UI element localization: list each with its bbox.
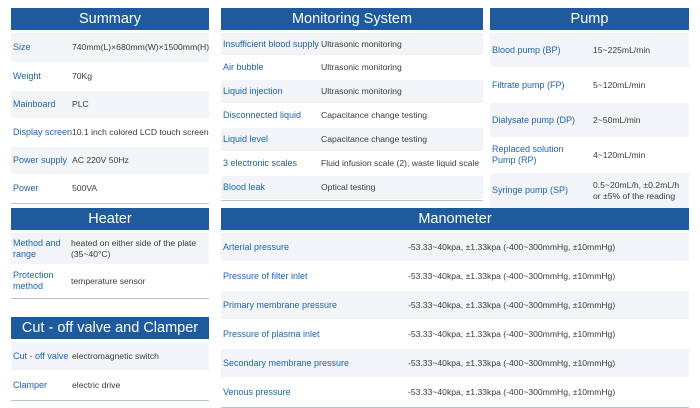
heater-label: Method and range <box>13 237 61 259</box>
manometer-value: -53.33~40kpa, ±1.33kpa (-400~300mmHg, ±10mmHg) <box>408 357 616 368</box>
summary-row-mainboard <box>11 91 209 119</box>
pump-row <box>490 103 689 138</box>
monitoring-row <box>221 176 483 200</box>
summary-row-size <box>11 33 209 63</box>
manometer-rows <box>221 233 689 408</box>
monitoring-label: Air bubble <box>223 62 264 72</box>
monitoring-panel <box>221 8 483 201</box>
pump-label: Filtrate pump (FP) <box>492 79 565 90</box>
monitoring-value: Ultrasonic monitoring <box>321 62 402 72</box>
cutoff-rows <box>11 342 209 401</box>
cutoff-value: electric drive <box>72 379 121 390</box>
pump-label: Dialysate pump (DP) <box>492 114 576 125</box>
summary-value: 740mm(L)×680mm(W)×1500mm(H) <box>72 42 210 52</box>
summary-value: 500VA <box>72 183 98 193</box>
monitoring-value: Optical testing <box>321 182 376 192</box>
monitoring-row <box>221 152 483 176</box>
monitoring-row <box>221 80 483 104</box>
manometer-label: Primary membrane pressure <box>223 299 338 310</box>
monitoring-title: Monitoring System <box>221 8 483 30</box>
pump-value: 2~50mL/min <box>593 114 641 125</box>
cutoff-row <box>11 371 209 400</box>
monitoring-label: Liquid level <box>223 134 269 144</box>
manometer-label: Secondary membrane pressure <box>223 357 350 368</box>
cutoff-label: Cut - off valve <box>13 350 69 361</box>
heater-title: Heater <box>11 208 209 230</box>
pump-label: Blood pump (BP) <box>492 44 561 55</box>
pump-label: Syringe pump (SP) <box>492 185 569 195</box>
cutoff-value: electromagnetic switch <box>72 350 159 361</box>
pump-row <box>490 138 689 173</box>
monitoring-rows <box>221 33 483 201</box>
heater-panel <box>11 208 209 299</box>
manometer-label: Pressure of filter inlet <box>223 270 308 281</box>
heater-row <box>11 265 209 298</box>
manometer-label: Arterial pressure <box>223 241 290 252</box>
heater-value: temperature sensor <box>71 275 146 286</box>
monitoring-value: Ultrasonic monitoring <box>321 86 402 96</box>
monitoring-value: Fluid infusion scale (2), waste liquid scale <box>321 158 480 168</box>
manometer-value: -53.33~40kpa, ±1.33kpa (-400~300mmHg, ±10mmHg) <box>408 241 616 252</box>
summary-label: Weight <box>13 71 41 81</box>
pump-value: 4~120mL/min <box>593 149 646 160</box>
pump-value: 0.5~20mL/h, ±0.2mL/h or ±5% of the reading <box>593 179 680 201</box>
summary-row-display <box>11 119 209 147</box>
summary-label: Mainboard <box>13 99 56 109</box>
pump-value: 15~225mL/min <box>593 44 651 55</box>
summary-row-power <box>11 175 209 203</box>
heater-label: Protection method <box>13 270 54 291</box>
pump-row <box>490 173 689 209</box>
monitoring-label: Insufficient blood supply <box>223 38 319 49</box>
heater-rows <box>11 233 209 299</box>
manometer-row <box>221 378 689 407</box>
summary-label: Power <box>13 183 39 193</box>
summary-label: Display screen <box>13 127 73 137</box>
manometer-row <box>221 233 689 262</box>
monitoring-value: Capacitance change testing <box>321 134 428 144</box>
pump-row <box>490 33 689 68</box>
summary-value: 10.1 inch colored LCD touch screen <box>72 127 209 137</box>
summary-row-weight <box>11 63 209 91</box>
summary-rows <box>11 33 209 204</box>
manometer-label: Venous pressure <box>223 386 291 397</box>
manometer-value: -53.33~40kpa, ±1.33kpa (-400~300mmHg, ±10mmHg) <box>408 299 616 310</box>
summary-label: Size <box>13 42 31 52</box>
manometer-row <box>221 291 689 320</box>
summary-panel <box>11 8 209 204</box>
manometer-value: -53.33~40kpa, ±1.33kpa (-400~300mmHg, ±10mmHg) <box>408 270 616 281</box>
summary-value: 70Kg <box>72 71 93 81</box>
heater-row <box>11 233 209 265</box>
pump-title: Pump <box>490 8 689 30</box>
pump-value: 5~120mL/min <box>593 79 646 90</box>
summary-value: PLC <box>72 99 89 109</box>
manometer-panel <box>221 208 689 408</box>
pump-row <box>490 68 689 103</box>
monitoring-label: Liquid injection <box>223 86 283 96</box>
cutoff-label: Clamper <box>13 379 48 390</box>
summary-title: Summary <box>11 8 209 30</box>
monitoring-label: Blood leak <box>223 182 266 192</box>
summary-row-power-supply <box>11 147 209 175</box>
monitoring-row <box>221 128 483 152</box>
monitoring-row <box>221 56 483 80</box>
cutoff-panel <box>11 317 209 401</box>
manometer-row <box>221 349 689 378</box>
heater-value: heated on either side of the plate (35~40°C) <box>71 237 197 259</box>
manometer-value: -53.33~40kpa, ±1.33kpa (-400~300mmHg, ±10mmHg) <box>408 386 616 397</box>
manometer-row <box>221 262 689 291</box>
pump-panel <box>490 8 689 210</box>
summary-value: AC 220V 50Hz <box>72 155 129 165</box>
cutoff-title: Cut - off valve and Clamper <box>11 317 209 339</box>
monitoring-value: Ultrasonic monitoring <box>321 38 402 49</box>
manometer-title: Manometer <box>221 208 689 230</box>
manometer-label: Pressure of plasma inlet <box>223 328 320 339</box>
monitoring-label: 3 electronic scales <box>223 158 298 168</box>
monitoring-value: Capacitance change testing <box>321 110 428 120</box>
cutoff-row <box>11 342 209 371</box>
summary-label: Power supply <box>13 155 68 165</box>
pump-rows <box>490 33 689 210</box>
monitoring-label: Disconnected liquid <box>223 110 302 120</box>
pump-label: Replaced solution Pump (RP) <box>492 144 564 165</box>
monitoring-row <box>221 104 483 128</box>
manometer-row <box>221 320 689 349</box>
manometer-value: -53.33~40kpa, ±1.33kpa (-400~300mmHg, ±10mmHg) <box>408 328 616 339</box>
monitoring-row <box>221 33 483 56</box>
